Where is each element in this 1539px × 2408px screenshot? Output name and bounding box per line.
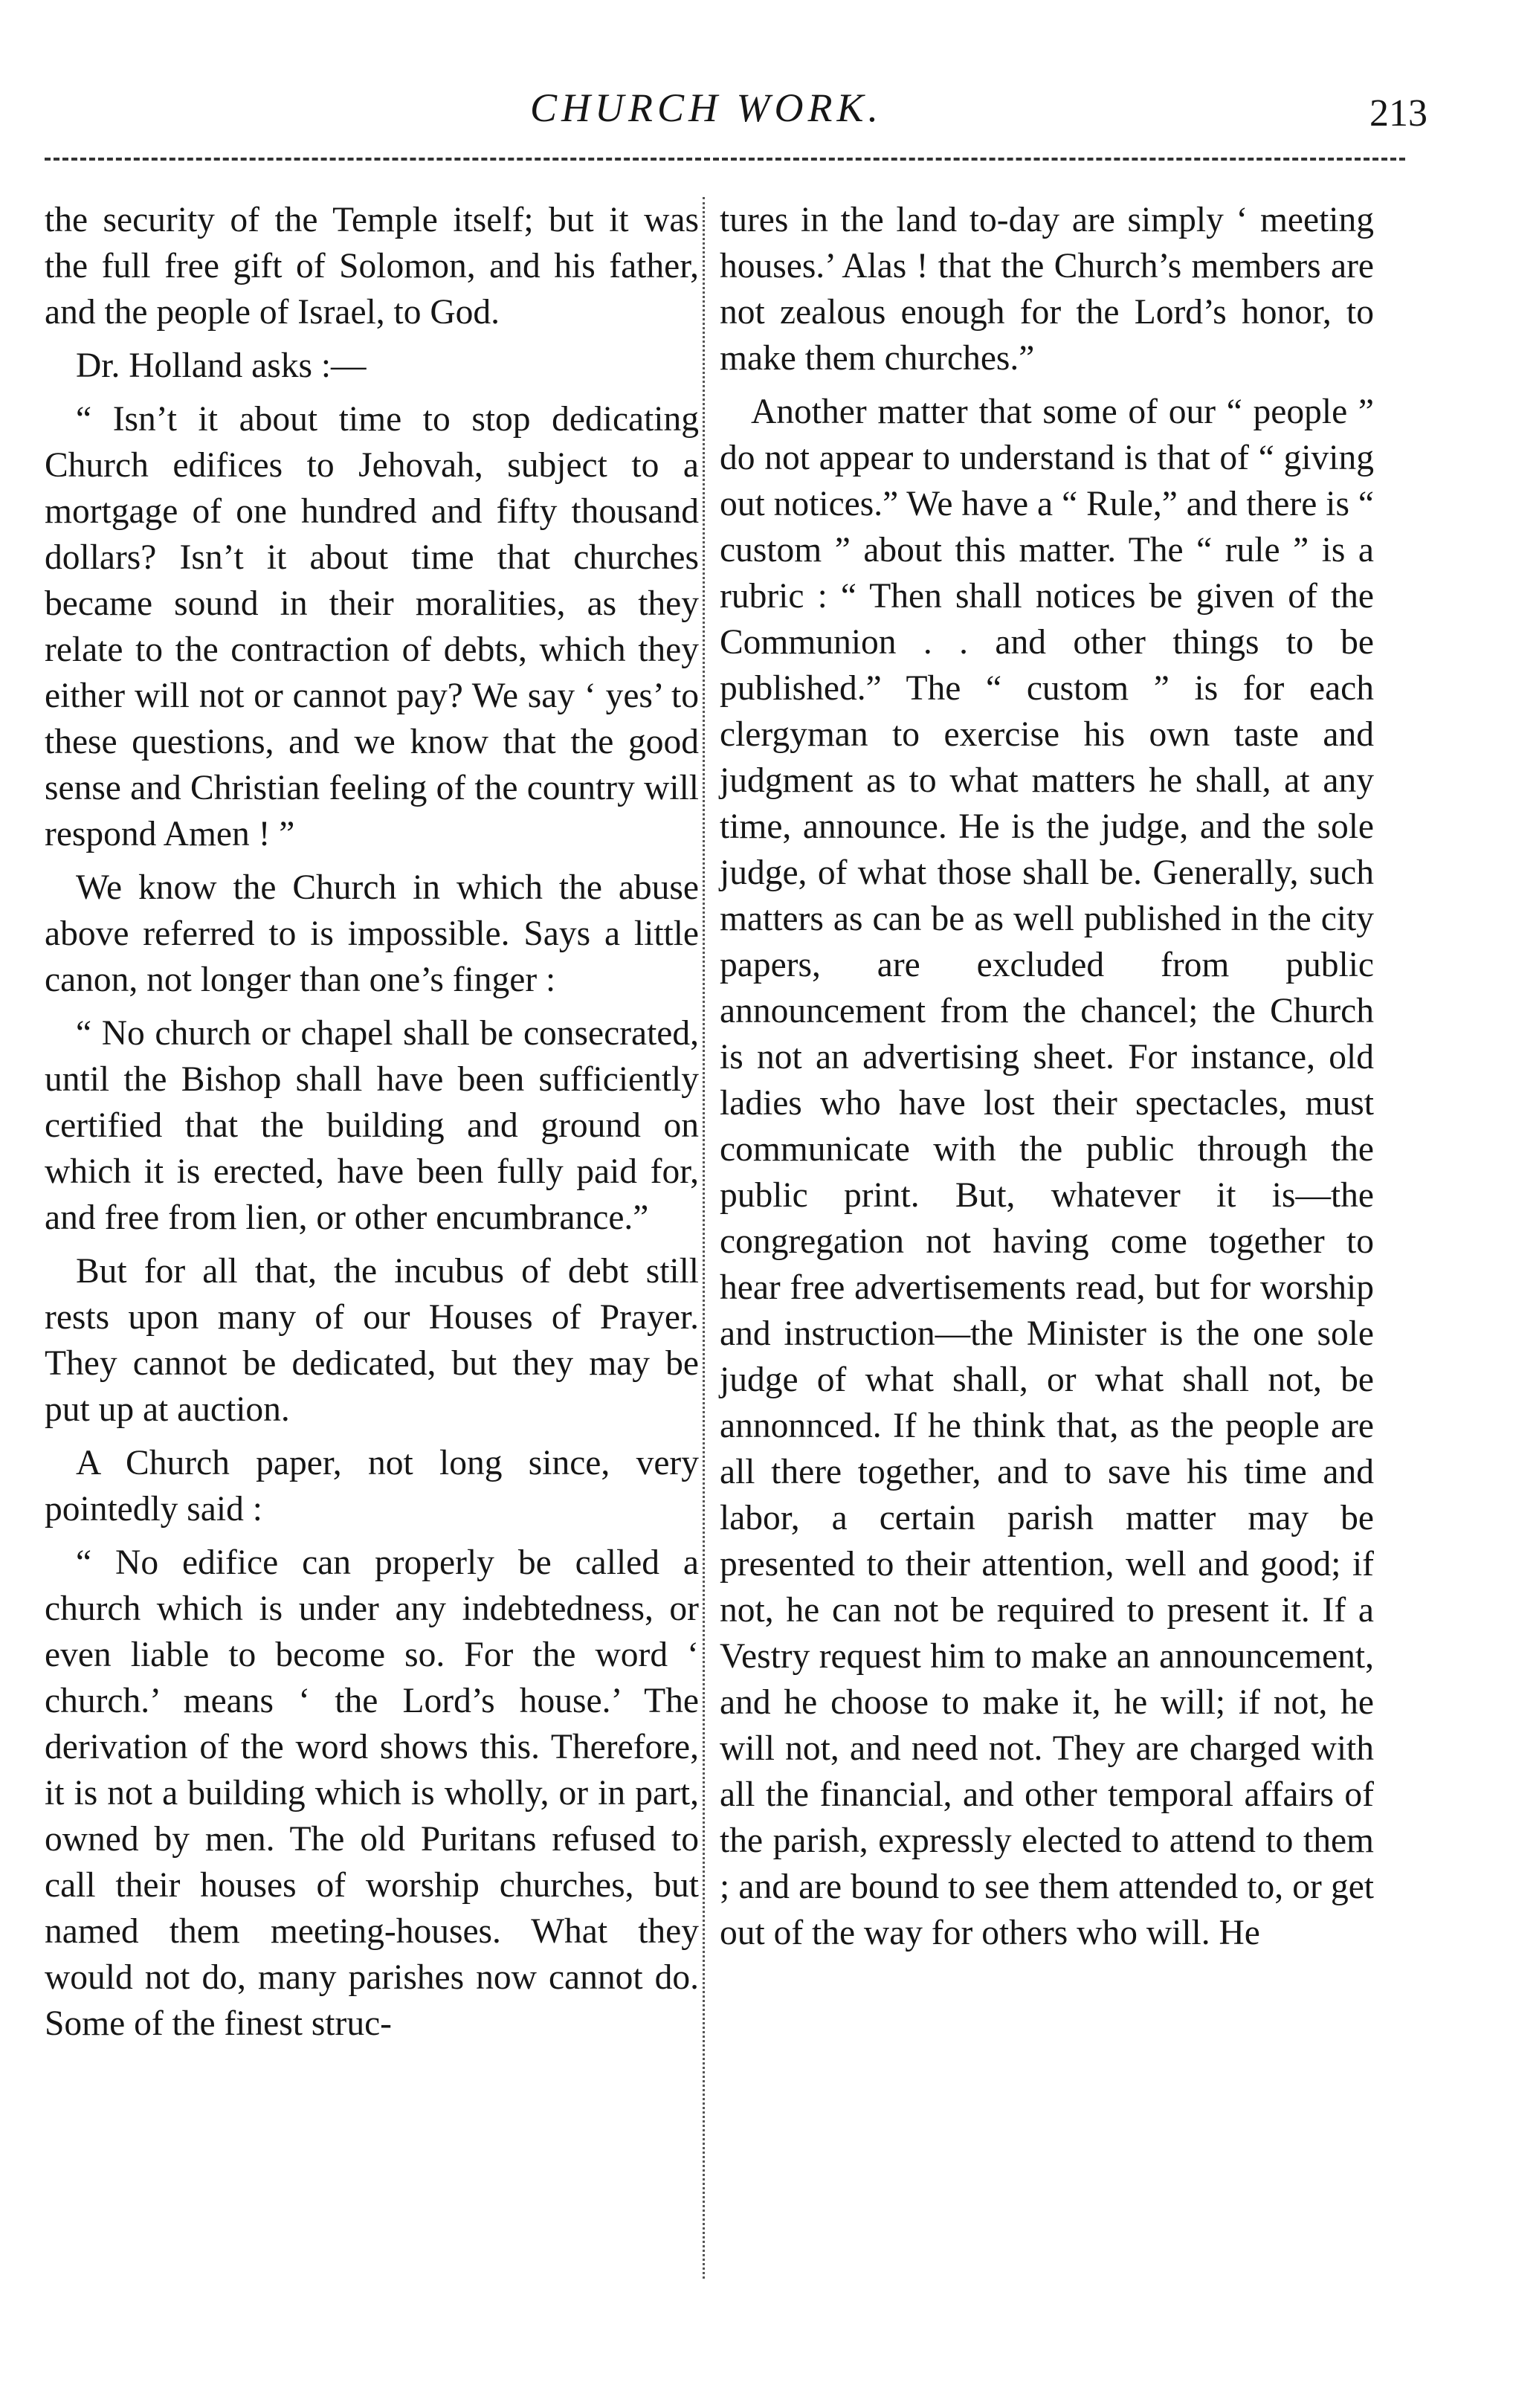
quote-paragraph: “ No church or chapel shall be consecrated, until the Bishop shall have been sufficiently certified that the building and ground on which it is erected, have been fully paid for, and free from lien, or other encumbrance.” [45,1014,699,1237]
column-divider [703,197,705,2279]
right-column [720,197,1374,1956]
running-title: CHURCH WORK. [530,85,883,130]
paragraph: Dr. Holland asks :— [76,346,367,385]
quote-paragraph: “ No edifice can properly be called a church which is under any indebtedness, or even liable to become so. For the word ‘ church.’ means ‘ the Lord’s house.’ The derivation of the word shows this. Therefore, it is not a building which is wholly, or in part, owned by men. The old Puritans refused to call their houses of worship churches, but named them meeting-houses. What they would not do, many parishes now cannot do. Some of the finest struc- [45,1543,699,2043]
paragraph: A Church paper, not long since, very pointedly said : [45,1444,699,1529]
paragraph: tures in the land to-day are simply ‘ meeting houses.’ Alas ! that the Church’s members are not zealous enough for the Lord’s honor, to make them churches.” [720,201,1374,378]
paragraph: the security of the Temple itself; but it was the full free gift of Solomon, and his father, and the people of Israel, to God. [45,201,699,332]
paragraph: Another matter that some of our “ people ” do not appear to understand is that of “ giving out notices.” We have a “ Rule,” and there is “ custom ” about this matter. The “ rule ” is a rubric : “ Then shall notices be given of the Communion . . and other things to be published.” The “ custom ” is for each clergyman to exercise his own taste and judgment as to what matters he shall, at any time, announce. He is the judge, and the sole judge, of what those shall be. Generally, such matters as can be as well published in the city papers, are excluded from public announcement from the chancel; the Church is not an advertising sheet. For instance, old ladies who have lost their spectacles, must communicate with the public through the public print. But, whatever it is—the congregation not having come together to hear free advertisements read, but for worship and instruction—the Minister is the one sole judge of what shall, or what shall not, be annonnced. If he think that, as the people are all there together, and to save his time and labor, a certain parish matter may be presented to their attention, well and good; if not, he can not be required to present it. If a Vestry request him to make an announcement, and he choose to make it, he will; if not, he will not, and need not. They are charged with all the financial, and other temporal affairs of the parish, expressly elected to attend to them ; and are bound to see them attended to, or get out of the way for others who will. He [720,393,1374,1952]
header-rule [45,158,1405,161]
page-number: 213 [1369,92,1427,135]
left-column [45,197,699,2047]
paragraph: But for all that, the incubus of debt still rests upon many of our Houses of Prayer. They cannot be dedicated, but they may be put up at auction. [45,1252,699,1429]
paragraph: We know the Church in which the abuse above referred to is impossible. Says a little canon, not longer than one’s finger : [45,868,699,999]
quote-paragraph: “ Isn’t it about time to stop dedicating Church edifices to Jehovah, subject to a mortgage of one hundred and fifty thousand dollars? Isn’t it about time that churches became sound in their moralities, as they relate to the contraction of debts, which they either will not or cannot pay? We say ‘ yes’ to these questions, and we know that the good sense and Christian feeling of the country will respond Amen ! ” [45,400,699,853]
